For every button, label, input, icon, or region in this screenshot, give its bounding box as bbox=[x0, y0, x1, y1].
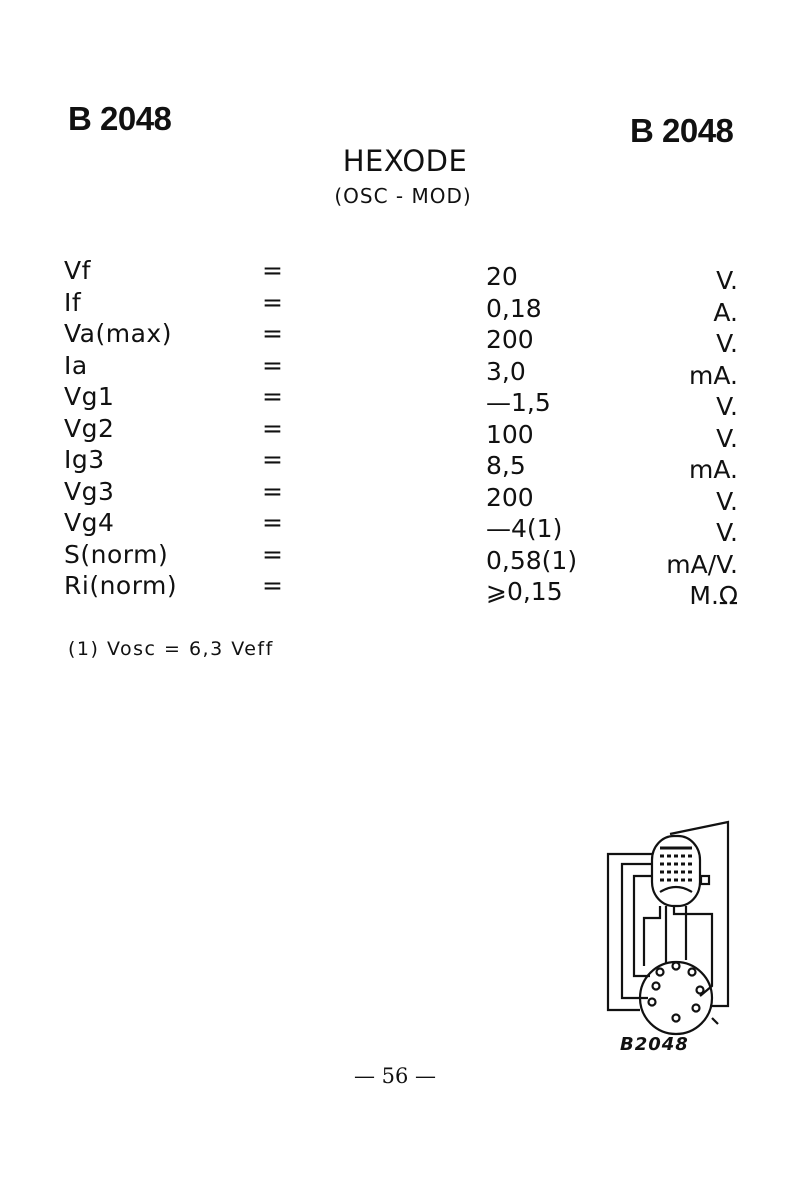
spec-row-if bbox=[0, 287, 800, 327]
spec-unit: A. bbox=[713, 297, 738, 327]
spec-unit: M.Ω bbox=[689, 581, 738, 610]
spec-row-vg3 bbox=[0, 476, 800, 516]
spec-equals: = bbox=[262, 413, 283, 443]
page-number: — 56 — bbox=[353, 1064, 437, 1088]
spec-value: 0,58(1) bbox=[486, 545, 578, 575]
spec-row-va-max bbox=[0, 318, 800, 358]
spec-row-vg4 bbox=[0, 507, 800, 547]
spec-unit: V. bbox=[716, 423, 738, 453]
tube-type-right: B 2048 bbox=[630, 112, 734, 149]
spec-label: Vg2 bbox=[64, 413, 115, 443]
spec-equals: = bbox=[262, 539, 283, 569]
spec-unit: V. bbox=[716, 392, 738, 421]
spec-row-ig3 bbox=[0, 444, 800, 484]
spec-row-ri-norm bbox=[0, 570, 800, 610]
spec-label: Ig3 bbox=[64, 445, 105, 474]
spec-equals: = bbox=[262, 445, 283, 474]
spec-row-vf bbox=[0, 255, 800, 295]
spec-value: 8,5 bbox=[486, 451, 526, 480]
spec-value: 200 bbox=[486, 325, 534, 354]
spec-row-s-norm bbox=[0, 539, 800, 579]
spec-row-vg2 bbox=[0, 413, 800, 453]
spec-unit: mA. bbox=[689, 360, 738, 390]
tube-subtitle: (OSC - MOD) bbox=[334, 184, 472, 208]
spec-label: Vg1 bbox=[64, 382, 115, 411]
tube-type-left: B 2048 bbox=[68, 100, 172, 137]
spec-value: —1,5 bbox=[486, 388, 551, 417]
spec-unit: mA/V. bbox=[666, 549, 738, 579]
spec-equals: = bbox=[262, 319, 283, 348]
spec-row-ia bbox=[0, 350, 800, 390]
spec-value: 3,0 bbox=[486, 356, 526, 386]
spec-equals: = bbox=[262, 508, 283, 537]
spec-equals: = bbox=[262, 476, 283, 506]
spec-label: Va(max) bbox=[64, 319, 172, 348]
spec-label: Ri(norm) bbox=[64, 571, 178, 600]
spec-value: 20 bbox=[486, 262, 518, 291]
spec-equals: = bbox=[262, 350, 283, 380]
spec-label: Vf bbox=[64, 256, 91, 285]
spec-label: If bbox=[64, 287, 82, 317]
spec-unit: V. bbox=[716, 266, 738, 295]
spec-value: ⩾0,15 bbox=[486, 577, 563, 606]
spec-unit: V. bbox=[716, 329, 738, 358]
spec-label: Vg3 bbox=[64, 476, 115, 506]
spec-table bbox=[0, 255, 800, 610]
spec-equals: = bbox=[262, 382, 283, 411]
spec-equals: = bbox=[262, 571, 283, 600]
spec-value: 0,18 bbox=[486, 293, 542, 323]
tube-base-diagram bbox=[600, 818, 750, 1058]
diagram-label: B2048 bbox=[620, 1034, 689, 1055]
spec-value: 200 bbox=[486, 482, 534, 512]
tube-title: HEXODE bbox=[342, 144, 468, 178]
spec-label: S(norm) bbox=[64, 539, 169, 569]
spec-unit: V. bbox=[716, 486, 738, 516]
spec-unit: mA. bbox=[689, 455, 738, 484]
footnote: (1) Vosc = 6,3 Veff bbox=[68, 638, 274, 660]
spec-unit: V. bbox=[716, 518, 738, 547]
spec-value: —4(1) bbox=[486, 514, 563, 543]
spec-equals: = bbox=[262, 287, 283, 317]
spec-equals: = bbox=[262, 256, 283, 285]
spec-row-vg1 bbox=[0, 381, 800, 421]
spec-label: Ia bbox=[64, 350, 88, 380]
spec-value: 100 bbox=[486, 419, 534, 449]
spec-label: Vg4 bbox=[64, 508, 115, 537]
